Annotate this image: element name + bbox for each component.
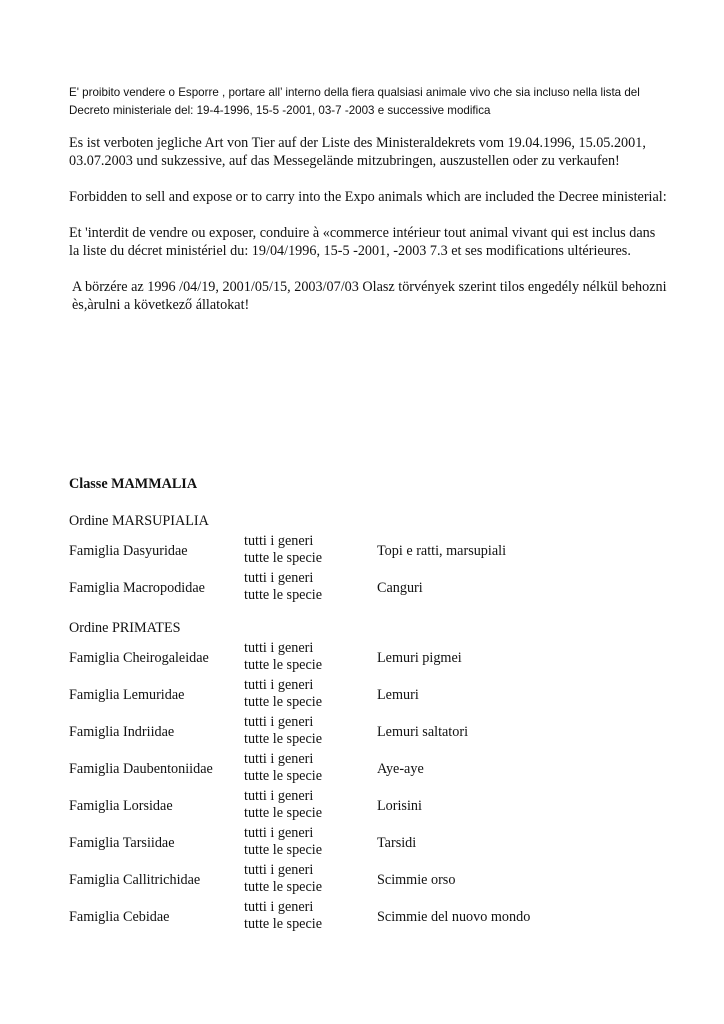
notice-german: Es ist verboten jegliche Art von Tier auf der Liste des Ministeraldekrets vom 19.04.1996, 15.05.2001, 03.07.2003 und sukzessive, auf das Messegelände mitzubringen, auszustellen oder zu verkaufen! — [69, 135, 646, 169]
genera-text: tutti i generi — [244, 533, 314, 549]
family-row — [69, 861, 669, 898]
family-common-name: Scimmie orso — [377, 872, 456, 888]
family-row — [69, 532, 669, 569]
family-name: Famiglia Daubentoniidae — [69, 761, 213, 777]
species-text: tutte le specie — [244, 842, 322, 858]
genera-text: tutti i generi — [244, 714, 314, 730]
genera-text: tutti i generi — [244, 788, 314, 804]
family-scope — [244, 899, 322, 933]
family-name: Famiglia Indriidae — [69, 724, 175, 740]
family-common-name: Lemuri saltatori — [377, 724, 469, 740]
classe-heading: Classe MAMMALIA — [69, 476, 198, 492]
species-table — [69, 512, 669, 935]
family-scope — [244, 570, 322, 604]
species-text: tutte le specie — [244, 879, 322, 895]
family-name: Famiglia Dasyuridae — [69, 543, 188, 559]
notice-hungarian: A börzére az 1996 /04/19, 2001/05/15, 2003/07/03 Olasz törvények szerint tilos engedély nélkül behozni ès,àrulni a következő állatokat! — [72, 279, 667, 313]
family-name: Famiglia Lorsidae — [69, 798, 173, 814]
family-row — [69, 750, 669, 787]
family-common-name: Scimmie del nuovo mondo — [377, 909, 531, 925]
family-common-name: Tarsidi — [377, 835, 417, 851]
species-text: tutte le specie — [244, 731, 322, 747]
family-row — [69, 569, 669, 606]
family-row — [69, 787, 669, 824]
family-row — [69, 713, 669, 750]
family-row — [69, 639, 669, 676]
notice-french: Et 'interdit de vendre ou exposer, conduire à «commerce intérieur tout animal vivant qui est inclus dans la liste du décret ministériel du: 19/04/1996, 15-5 -2001, -2003 7.3 et ses modifications ultérieures. — [69, 225, 656, 259]
species-text: tutte le specie — [244, 805, 322, 821]
family-scope — [244, 640, 322, 674]
species-text: tutte le specie — [244, 916, 322, 932]
family-row — [69, 824, 669, 861]
family-name: Famiglia Tarsiidae — [69, 835, 175, 851]
genera-text: tutti i generi — [244, 899, 314, 915]
family-common-name: Aye-aye — [377, 761, 424, 777]
family-common-name: Lorisini — [377, 798, 422, 814]
genera-text: tutti i generi — [244, 640, 314, 656]
species-text: tutte le specie — [244, 657, 322, 673]
family-scope — [244, 751, 322, 785]
order-heading-marsupialia: Ordine MARSUPIALIA — [69, 513, 209, 529]
family-scope — [244, 714, 322, 748]
family-common-name: Canguri — [377, 580, 423, 596]
genera-text: tutti i generi — [244, 825, 314, 841]
family-common-name: Topi e ratti, marsupiali — [377, 543, 507, 559]
family-name: Famiglia Cheirogaleidae — [69, 650, 209, 666]
genera-text: tutti i generi — [244, 751, 314, 767]
family-common-name: Lemuri pigmei — [377, 650, 462, 666]
family-scope — [244, 788, 322, 822]
species-text: tutte le specie — [244, 768, 322, 784]
notice-english: Forbidden to sell and expose or to carry into the Expo animals which are included the Decree ministerial: — [69, 189, 667, 205]
family-row — [69, 898, 669, 935]
family-name: Famiglia Callitrichidae — [69, 872, 201, 888]
notice-section — [69, 84, 669, 332]
family-row — [69, 676, 669, 713]
genera-text: tutti i generi — [244, 677, 314, 693]
species-text: tutte le specie — [244, 694, 322, 710]
family-name: Famiglia Macropodidae — [69, 580, 205, 596]
family-scope — [244, 825, 322, 859]
species-text: tutte le specie — [244, 550, 322, 566]
family-scope — [244, 862, 322, 896]
species-text: tutte le specie — [244, 587, 322, 603]
family-name: Famiglia Cebidae — [69, 909, 170, 925]
notice-italian: E' proibito vendere o Esporre , portare all’ interno della fiera qualsiasi animale vivo che sia incluso nella lista del Decreto ministeriale del: 19-4-1996, 15-5 -2001, 03-7 -2003 e successive modifica — [69, 86, 640, 117]
genera-text: tutti i generi — [244, 862, 314, 878]
family-name: Famiglia Lemuridae — [69, 687, 185, 703]
genera-text: tutti i generi — [244, 570, 314, 586]
family-scope — [244, 677, 322, 711]
family-common-name: Lemuri — [377, 687, 419, 703]
order-heading-primates: Ordine PRIMATES — [69, 620, 181, 636]
family-scope — [244, 533, 322, 567]
